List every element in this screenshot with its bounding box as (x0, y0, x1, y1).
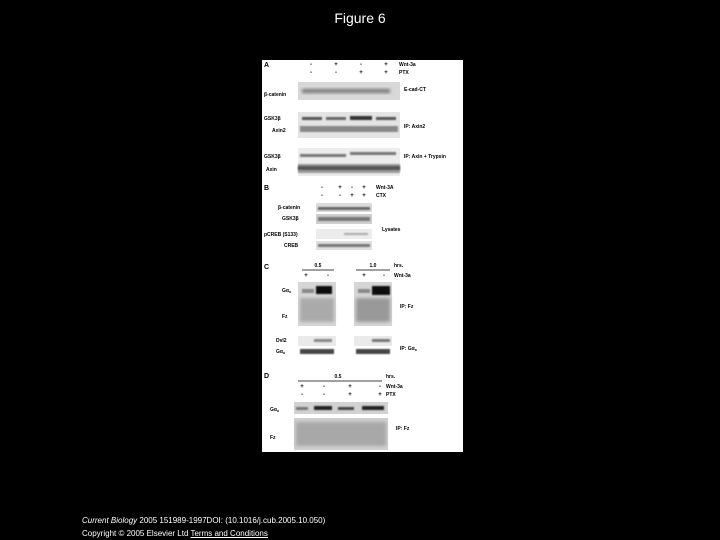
blot-band (300, 126, 398, 132)
panel-d-sign: - (379, 384, 381, 390)
panel-d-sign: - (301, 392, 303, 398)
panel-d-time-unit: hrs. (386, 374, 396, 380)
blot-label: $G\alpha_o$ (270, 407, 280, 413)
copyright-line (82, 527, 325, 540)
blot-label: GSK3β (264, 154, 281, 160)
blot-label: pCREB (S133) (264, 232, 298, 238)
panel-d-label: D (264, 373, 270, 380)
blot-annotation: IP: Fz (400, 304, 414, 310)
panel-b-sign: - (321, 193, 323, 199)
blot-label: Axin2 (272, 128, 286, 134)
panel-d-sign: + (348, 392, 352, 398)
panel-a-sign: - (310, 70, 312, 76)
terms-link[interactable]: Terms and Conditions (190, 529, 268, 538)
panel-c-sign: - (383, 273, 385, 279)
blot-band (362, 406, 384, 410)
panel-d-sign: + (378, 392, 382, 398)
panel-a-sign: - (310, 62, 312, 68)
blot-band (356, 349, 390, 354)
panel-c-time-unit: hrs. (394, 263, 404, 269)
blot-label: CREB (284, 243, 299, 249)
blot-band (338, 407, 354, 410)
panel-b-sign: - (339, 193, 341, 199)
blot-label: Axin (266, 167, 277, 173)
blot-band (318, 207, 370, 210)
panel-a-sign: + (384, 70, 388, 76)
panel-d-sign: + (300, 384, 304, 390)
blot-annotation: IP: $G\alpha_o$ (400, 346, 417, 352)
blot-band (350, 116, 372, 120)
panel-c-sign: + (304, 273, 308, 279)
blot-band (302, 289, 314, 293)
panel-c-treatment: Wnt-3a (394, 273, 411, 279)
blot-band (302, 89, 390, 93)
blot-annotation: IP: Axin + Trypsin (404, 154, 446, 160)
blot-label: Dvl2 (276, 338, 287, 344)
blot-band (350, 152, 396, 155)
panel-d-sign: + (348, 384, 352, 390)
blot-band (372, 339, 390, 342)
panel-a-treatment: PTX (399, 70, 409, 76)
panel-d-sign: - (323, 392, 325, 398)
citation-text: 2005 151989-1997DOI: (10.1016/j.cub.2005.10.050) (137, 516, 326, 525)
panel-b-sign: - (321, 185, 323, 191)
panel-b-label: B (264, 185, 270, 192)
blot-band (300, 154, 346, 157)
blot-band (300, 349, 334, 354)
panel-a-sign: - (335, 70, 337, 76)
blot-smear (356, 298, 390, 322)
blot-band (318, 244, 370, 247)
blot-label: β-catenin (264, 92, 287, 98)
panel-d-treatment: Wnt-3a (386, 384, 403, 390)
blot-band (376, 117, 396, 120)
panel-d-treatment: PTX (386, 392, 396, 398)
panel-b-sign: + (362, 193, 366, 199)
panel-a-sign: + (384, 62, 388, 68)
panel-b-treatment: CTX (376, 193, 386, 199)
panel-c-label: C (264, 264, 270, 271)
blot-band (298, 166, 400, 170)
panel-b-sign: + (350, 193, 354, 199)
panel-c-time: 0.5 (314, 263, 322, 269)
panel-d-sign: - (323, 384, 325, 390)
blot-label: β-catenin (278, 205, 301, 211)
panel-d-time: 0.5 (334, 374, 342, 380)
journal-name: Current Biology (82, 516, 138, 525)
blot-label: Fz (270, 435, 276, 441)
figure-image (262, 60, 463, 452)
blot-label: GSK3β (282, 216, 299, 222)
blot-smear (296, 422, 386, 446)
blot-band (318, 217, 370, 221)
panel-a-label: A (264, 62, 270, 69)
blot-annotation: IP: Axin2 (404, 124, 426, 130)
blot-label: GSK3β (264, 116, 281, 122)
citation-line (82, 514, 325, 527)
blot-band (296, 407, 308, 410)
figure-footer (82, 514, 325, 540)
blot-band (344, 233, 368, 235)
figure-title: Figure 6 (334, 10, 386, 26)
panel-b-sign: - (351, 185, 353, 191)
panel-b-treatment: Wnt-3A (376, 185, 394, 191)
blot-band (314, 406, 332, 410)
blot-label: $G\alpha_o$ (276, 349, 286, 355)
panel-c-sign: - (327, 273, 329, 279)
panel-a-sign: + (359, 70, 363, 76)
panel-a-treatment: Wnt-3a (399, 62, 416, 68)
blot-band (316, 286, 332, 294)
panel-b-sign: + (362, 185, 366, 191)
blot-band (302, 117, 322, 120)
panel-a-sign: - (360, 62, 362, 68)
blot-smear (300, 298, 334, 322)
blot-label: $G\alpha_o$ (282, 288, 292, 294)
copyright-text: Copyright © 2005 Elsevier Ltd (82, 529, 189, 538)
blot-annotation: IP: Fz (396, 426, 410, 432)
blot-strip (298, 112, 400, 138)
blot-band (372, 286, 390, 295)
panel-b-sign: + (338, 185, 342, 191)
blot-band (358, 289, 370, 293)
panel-c-time: 1.0 (369, 263, 377, 269)
blot-label: Fz (282, 314, 288, 320)
blot-band (326, 117, 346, 120)
blot-annotation: Lysates (382, 227, 401, 233)
blot-annotation: E-cad-CT (404, 87, 426, 93)
panel-a-sign: + (334, 62, 338, 68)
blot-band (314, 339, 332, 342)
panel-c-sign: + (362, 273, 366, 279)
